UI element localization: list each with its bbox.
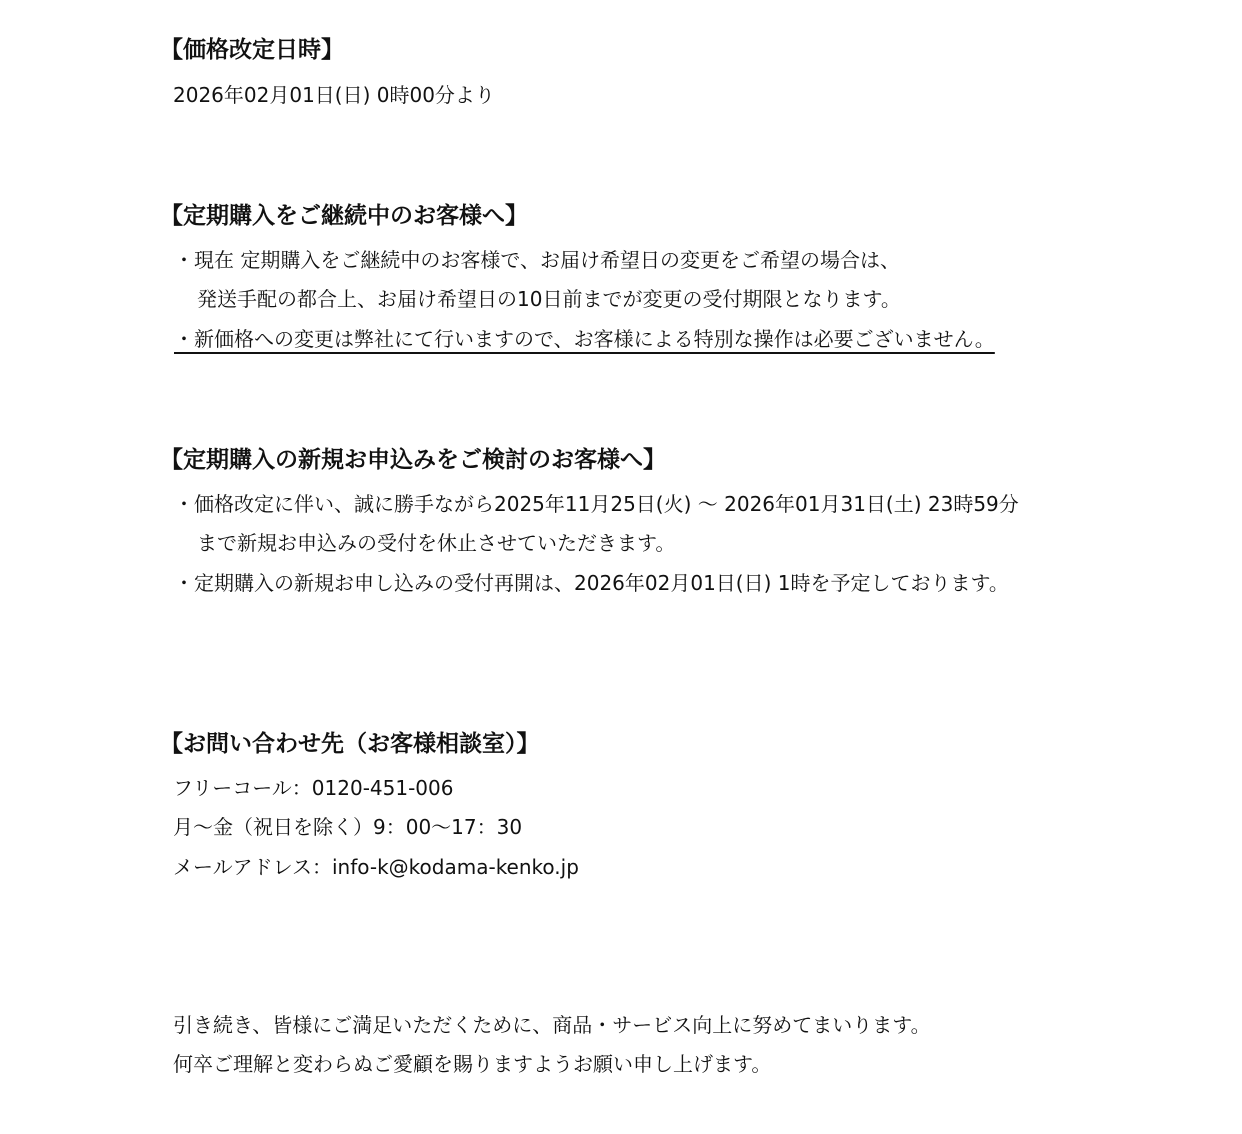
- continuing-customers-heading: 【定期購入をご継続中のお客様へ】: [160, 203, 528, 229]
- contact-email: メールアドレス：info-k@kodama-kenko.jp: [173, 855, 579, 879]
- new-application-bullet-1-line-1: ・価格改定に伴い、誠に勝手ながら2025年11月25日(火) 〜 2026年01月31日(土) 23時59分: [174, 492, 1019, 516]
- continuing-bullet-2: ・新価格への変更は弊社にて行いますので、お客様による特別な操作は必要ございません。: [174, 327, 995, 351]
- continuing-bullet-1-line-2: 発送手配の都合上、お届け希望日の10日前までが変更の受付期限となります。: [197, 287, 901, 311]
- closing-line-1: 引き続き、皆様にご満足いただくために、商品・サービス向上に努めてまいります。: [173, 1013, 931, 1037]
- closing-line-2: 何卒ご理解と変わらぬご愛顧を賜りますようお願い申し上げます。: [173, 1052, 772, 1076]
- contact-heading: 【お問い合わせ先（お客様相談室）】: [160, 731, 540, 757]
- price-change-date-text: 2026年02月01日(日) 0時00分より: [173, 83, 495, 107]
- price-change-date-heading: 【価格改定日時】: [160, 37, 344, 63]
- new-application-bullet-1-line-2: まで新規お申込みの受付を休止させていただきます。: [197, 531, 676, 555]
- continuing-bullet-1-line-1: ・現在 定期購入をご継続中のお客様で、お届け希望日の変更をご希望の場合は、: [174, 248, 900, 272]
- contact-free-call: フリーコール：0120-451-006: [173, 776, 454, 800]
- new-application-bullet-2: ・定期購入の新規お申し込みの受付再開は、2026年02月01日(日) 1時を予定しております。: [174, 571, 1009, 595]
- contact-hours: 月〜金（祝日を除く）9：00〜17：30: [173, 815, 523, 839]
- new-application-heading: 【定期購入の新規お申込みをご検討のお客様へ】: [160, 447, 666, 473]
